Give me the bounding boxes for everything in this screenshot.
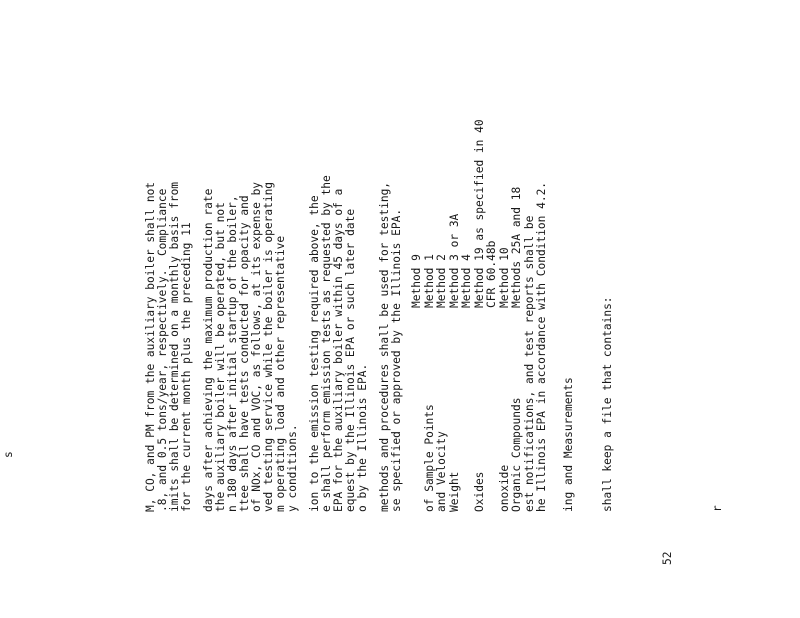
test-method-cell: Method 1 xyxy=(422,254,436,308)
page-number: 52 xyxy=(661,551,674,565)
paragraph-initial-testing xyxy=(203,182,299,512)
section-heading-monitoring: ing and Measurements xyxy=(562,377,575,512)
text-line: days after achieving the maximum production rate xyxy=(202,188,215,512)
header-fragment: s xyxy=(2,451,15,458)
text-line: o by the Illinois EPA. xyxy=(356,363,369,512)
text-line: n 180 days after initial startup of the boiler, xyxy=(226,195,239,512)
test-method-cell: Method 2 xyxy=(435,254,448,308)
text-line: y conditions. xyxy=(286,424,299,512)
paragraph-emission-limits xyxy=(145,182,193,512)
test-method-cell: Method 19 as specified in 40 xyxy=(472,119,486,308)
test-methods-table xyxy=(411,12,531,512)
text-line: ved testing service while the boiler is operating xyxy=(262,181,275,512)
test-item-cell: Oxides xyxy=(472,471,486,512)
text-line: se specified or approved by the Illinois EPA. xyxy=(390,208,403,512)
test-method-cell: Methods 25A and 18 xyxy=(510,186,523,308)
text-line: est notifications, and test reports shall be xyxy=(523,215,536,512)
test-item-cell: of Sample Points xyxy=(422,404,436,512)
text-line: ttee shall have tests conducted for opacity and xyxy=(238,195,251,512)
text-line: the auxiliary boiler will be operated, but not xyxy=(214,202,227,512)
test-method-cell: Method 3 or 3A xyxy=(447,213,461,308)
text-line: for the current month plus the preceding 11 xyxy=(180,222,193,512)
paragraph-test-notifications xyxy=(524,182,548,512)
paragraph-additional-testing xyxy=(309,175,369,512)
paragraph-recordkeeping: shall keep a file that contains: xyxy=(601,296,614,512)
test-method-cell: CFR 60.48b xyxy=(485,240,498,308)
text-line: equest by the Illinois EPA or such later date xyxy=(344,208,357,512)
text-line: e shall perform emission tests as requested by the xyxy=(320,175,333,512)
text-line: imits shall be determined on a monthly basis from xyxy=(168,181,181,512)
text-line: EPA for the auxiliary boiler within 45 days of a xyxy=(332,188,345,512)
test-item-cell: Weight xyxy=(447,471,461,512)
text-line: ion to the emission testing required above, the xyxy=(308,195,321,512)
text-line: m operating load and other representative xyxy=(274,235,287,512)
text-line: he Illinois EPA in accordance with Condition 4.2. xyxy=(535,181,548,512)
edge-mark: r xyxy=(711,505,724,512)
text-line: M, CO, and PM from the auxiliary boiler shall not xyxy=(144,181,157,512)
test-item-cell: Organic Compounds xyxy=(510,397,523,512)
test-method-cell: Method 4 xyxy=(460,254,473,308)
test-method-cell: Method 10 xyxy=(497,247,511,308)
paragraph-test-methods xyxy=(379,182,403,512)
test-item-cell: and Velocity xyxy=(435,431,448,512)
test-method-cell: Method 9 xyxy=(410,254,423,308)
text-line: methods and procedures shall be used for testing, xyxy=(378,181,391,512)
text-line: of NOx, CO and VOC, as follows, at its expense by xyxy=(250,181,263,512)
text-line: .8, and 0.5 tons/year, respectively. Compliance xyxy=(156,188,169,512)
test-item-cell: onoxide xyxy=(497,464,511,512)
